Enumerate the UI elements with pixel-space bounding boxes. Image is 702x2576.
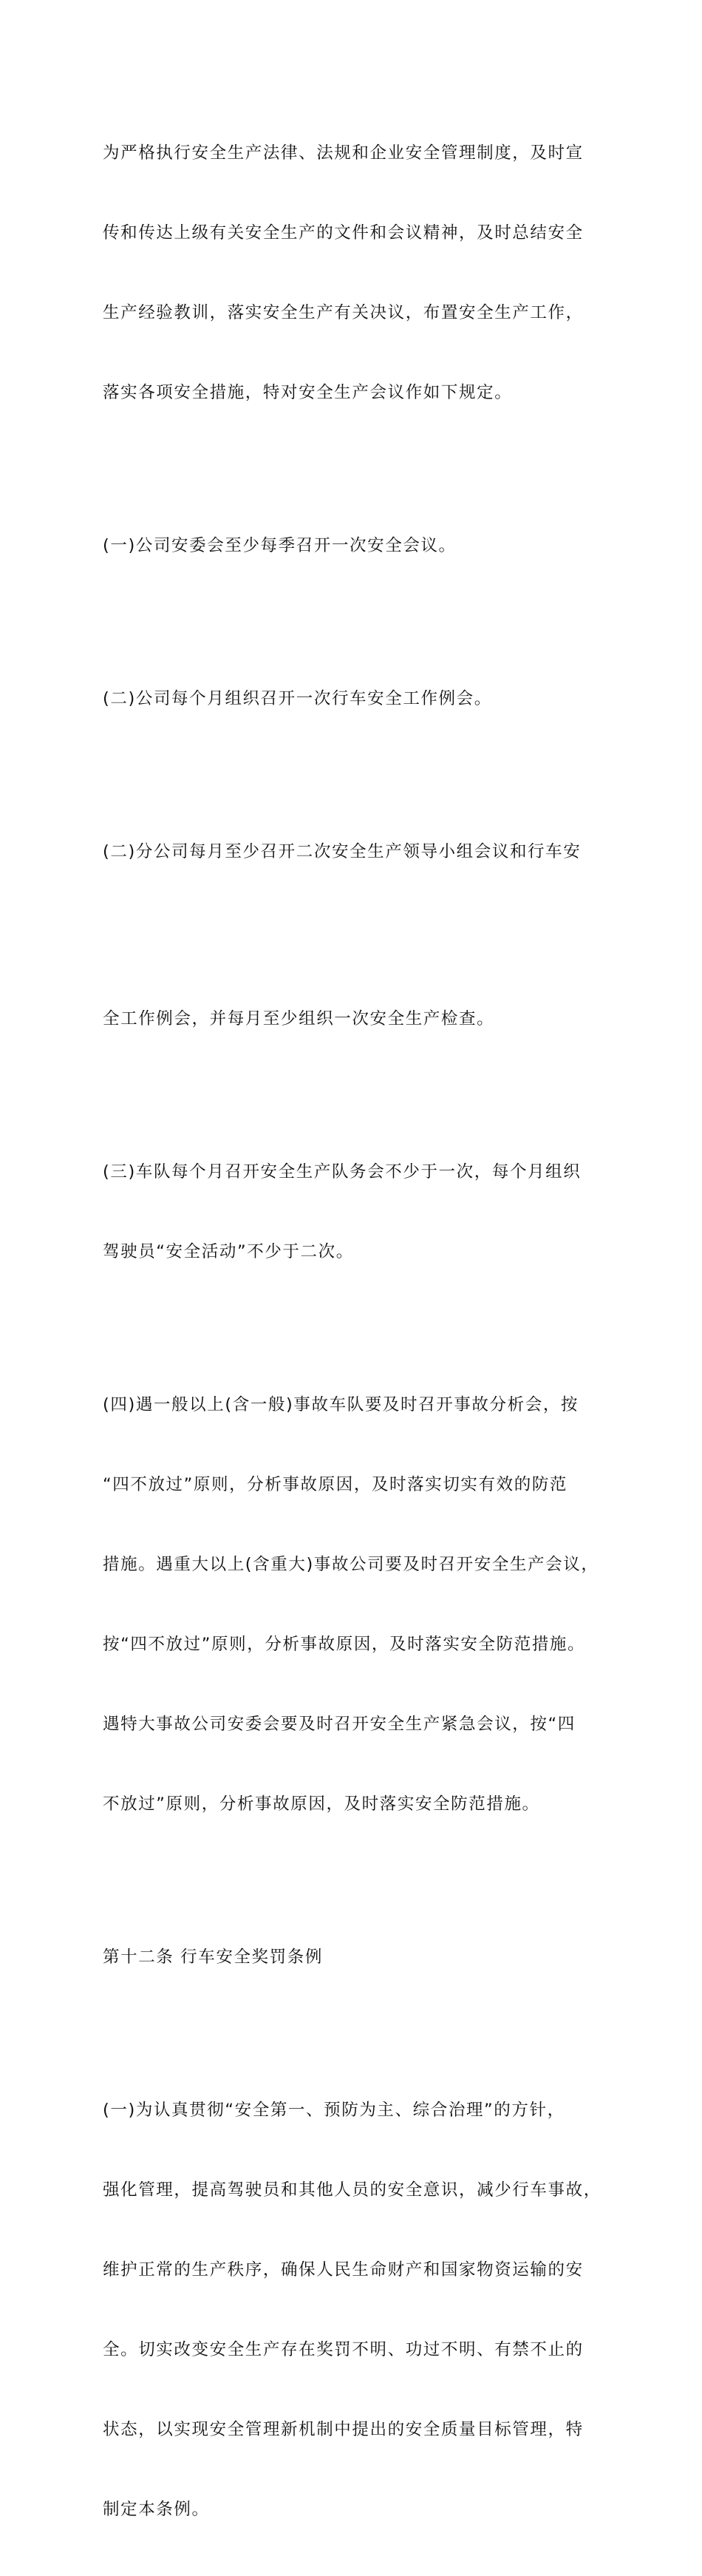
text-line: 制定本条例。	[103, 2500, 210, 2519]
article-12-heading	[103, 1891, 605, 2024]
text-line: 措施。遇重大以上(含重大)事故公司要及时召开安全生产会议，	[103, 1555, 599, 1574]
text-line: 落实各项安全措施，特对安全生产会议作如下规定。	[103, 383, 513, 402]
item-1-paragraph	[103, 479, 605, 612]
text-line: 生产经验教训，落实安全生产有关决议，布置安全生产工作，	[103, 303, 584, 322]
item-3-paragraph-part-2	[103, 952, 605, 1085]
text-line: 按“四不放过”原则，分析事故原因，及时落实安全防范措施。	[103, 1635, 586, 1654]
text-line: (三)车队每个月召开安全生产队务会不少于一次，每个月组织	[103, 1162, 582, 1182]
section-heading: 第十二条 行车安全奖罚条例	[103, 1948, 323, 1967]
document-page	[103, 87, 605, 2576]
text-line: 全。切实改变安全生产存在奖罚不明、功过不明、有禁不止的	[103, 2340, 584, 2359]
text-line: (一)公司安委会至少每季召开一次安全会议。	[103, 536, 457, 555]
text-line: 维护正常的生产秩序，确保人民生命财产和国家物资运输的安	[103, 2260, 584, 2280]
text-line: (二)公司每个月组织召开一次行车安全工作例会。	[103, 689, 492, 708]
text-line: 不放过”原则，分析事故原因，及时落实安全防范措施。	[103, 1794, 540, 1814]
text-line: “四不放过”原则，分析事故原因，及时落实切实有效的防范	[103, 1475, 568, 1494]
text-line: 传和传达上级有关安全生产的文件和会议精神，及时总结安全	[103, 223, 584, 243]
item-5-paragraph	[103, 1338, 605, 1871]
item-4-paragraph	[103, 1105, 605, 1318]
text-line: (一)为认真贯彻“安全第一、预防为主、综合治理”的方针，	[103, 2101, 565, 2120]
article-12-item-1-paragraph	[103, 2044, 605, 2576]
intro-paragraph	[103, 87, 605, 459]
text-line: 强化管理，提高驾驶员和其他人员的安全意识，减少行车事故，	[103, 2180, 602, 2200]
text-line: 状态，以实现安全管理新机制中提出的安全质量目标管理，特	[103, 2420, 584, 2439]
item-2-paragraph	[103, 632, 605, 765]
item-3-paragraph-part-1	[103, 785, 605, 918]
text-line: 全工作例会，并每月至少组织一次安全生产检查。	[103, 1009, 495, 1028]
text-line: 驾驶员“安全活动”不少于二次。	[103, 1242, 354, 1261]
text-line: 为严格执行安全生产法律、法规和企业安全管理制度，及时宣	[103, 143, 584, 163]
text-line: 遇特大事故公司安委会要及时召开安全生产紧急会议，按“四	[103, 1715, 576, 1734]
text-line: (四)遇一般以上(含一般)事故车队要及时召开事故分析会，按	[103, 1395, 579, 1414]
text-line: (二)分公司每月至少召开二次安全生产领导小组会议和行车安	[103, 842, 582, 861]
